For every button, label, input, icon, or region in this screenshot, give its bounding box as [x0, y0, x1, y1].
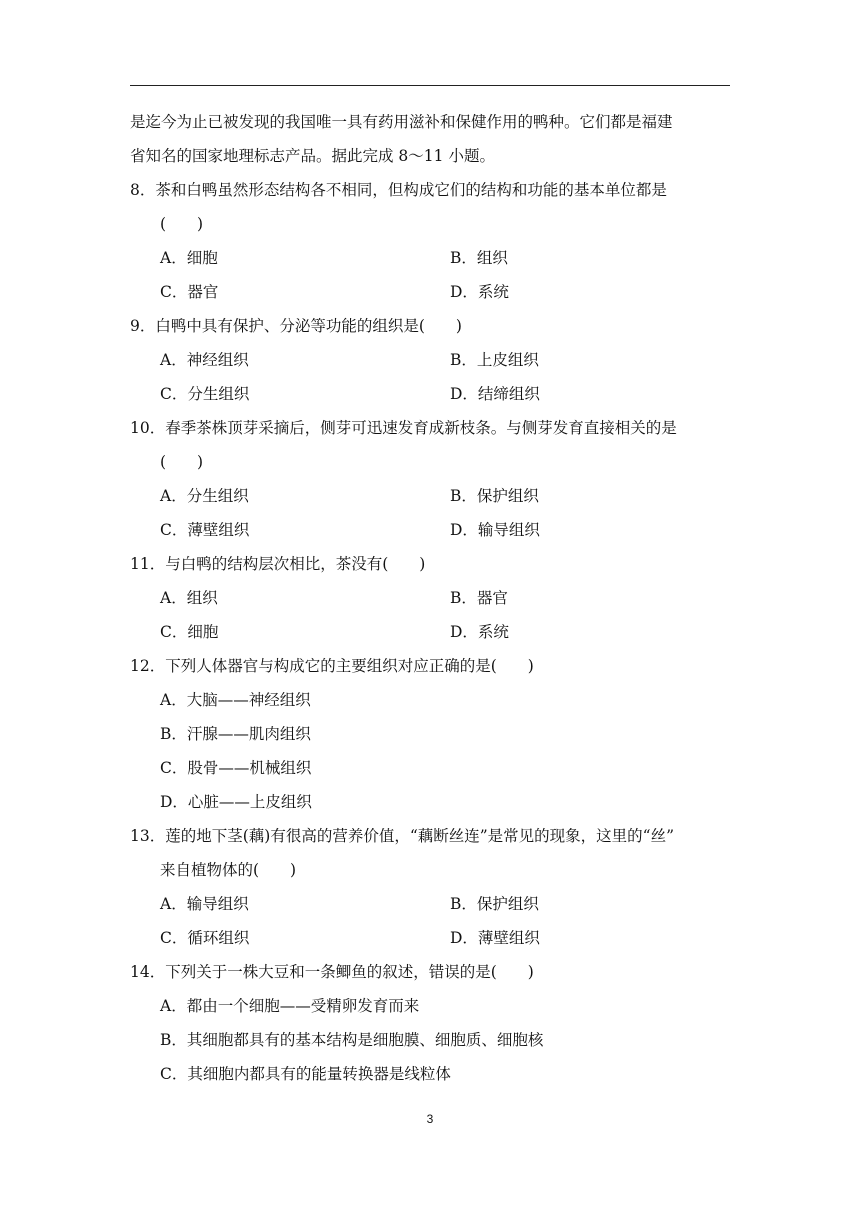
question-stem-continued: ( ): [160, 453, 204, 471]
option-b: B．组织: [450, 249, 508, 267]
option-a: A．输导组织: [160, 895, 249, 913]
option-c: C．循环组织: [160, 929, 250, 947]
question-stem: 10．春季茶株顶芽采摘后，侧芽可迅速发育成新枝条。与侧芽发育直接相关的是: [130, 419, 677, 437]
page-number: 3: [426, 1112, 434, 1126]
option-d: D．系统: [450, 623, 509, 641]
option-c: C．细胞: [160, 623, 219, 641]
options: [130, 581, 740, 649]
option-c: C．其细胞内都具有的能量转换器是线粒体: [160, 1065, 451, 1083]
question-12: [130, 649, 740, 819]
options: [130, 989, 740, 1091]
option-b: B．器官: [450, 589, 508, 607]
question-8: [130, 173, 740, 309]
options: [130, 343, 740, 411]
question-stem: 13．莲的地下茎(藕)有很高的营养价值，“藕断丝连”是常见的现象，这里的“丝”: [130, 827, 675, 845]
intro-line-2: 省知名的国家地理标志产品。据此完成 8～11 小题。: [130, 147, 495, 165]
option-a: A．分生组织: [160, 487, 249, 505]
question-stem-continued: 来自植物体的( ): [160, 861, 297, 879]
question-13: [130, 819, 740, 955]
question-11: [130, 547, 740, 649]
option-b: B．汗腺——肌肉组织: [160, 725, 311, 743]
option-a: A．组织: [160, 589, 218, 607]
option-c: C．薄壁组织: [160, 521, 250, 539]
option-b: B．保护组织: [450, 487, 539, 505]
option-a: A．神经组织: [160, 351, 249, 369]
options: [130, 241, 740, 309]
question-stem: 11．与白鸭的结构层次相比，茶没有( ): [130, 555, 426, 573]
option-d: D．系统: [450, 283, 509, 301]
options: [130, 887, 740, 955]
option-c: C．器官: [160, 283, 219, 301]
option-a: A．大脑——神经组织: [160, 691, 311, 709]
option-b: B．其细胞都具有的基本结构是细胞膜、细胞质、细胞核: [160, 1031, 544, 1049]
option-c: C．股骨——机械组织: [160, 759, 312, 777]
question-stem: 8．茶和白鸭虽然形态结构各不相同，但构成它们的结构和功能的基本单位都是: [130, 181, 667, 199]
question-10: [130, 411, 740, 547]
option-d: D．薄壁组织: [450, 929, 540, 947]
option-b: B．保护组织: [450, 895, 539, 913]
question-9: [130, 309, 740, 411]
option-c: C．分生组织: [160, 385, 250, 403]
question-14: [130, 955, 740, 1091]
option-d: D．输导组织: [450, 521, 540, 539]
header-rule: [130, 85, 730, 86]
question-stem: 12．下列人体器官与构成它的主要组织对应正确的是( ): [130, 657, 534, 675]
options: [130, 683, 740, 819]
option-d: D．结缔组织: [450, 385, 540, 403]
options: [130, 479, 740, 547]
option-b: B．上皮组织: [450, 351, 539, 369]
option-a: A．细胞: [160, 249, 218, 267]
question-stem-continued: ( ): [160, 215, 204, 233]
option-d: D．心脏——上皮组织: [160, 793, 312, 811]
question-stem: 14．下列关于一株大豆和一条鲫鱼的叙述，错误的是( ): [130, 963, 534, 981]
option-a: A．都由一个细胞——受精卵发育而来: [160, 997, 420, 1015]
document-body: [130, 105, 740, 1091]
intro-line-1: 是迄今为止已被发现的我国唯一具有药用滋补和保健作用的鸭种。它们都是福建: [130, 113, 673, 131]
question-stem: 9．白鸭中具有保护、分泌等功能的组织是( ): [130, 317, 462, 335]
